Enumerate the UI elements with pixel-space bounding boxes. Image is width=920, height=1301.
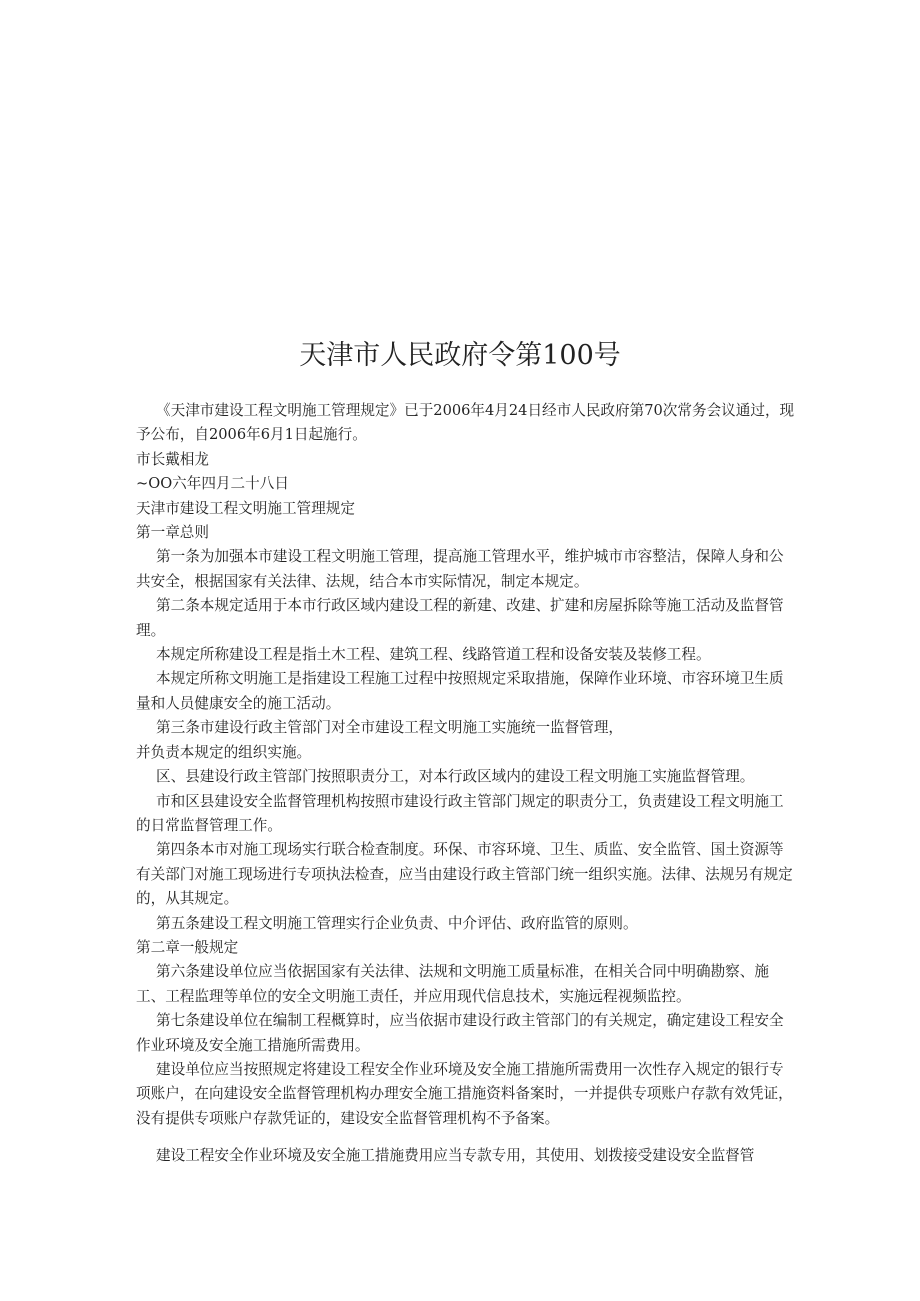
mayor-signature-line: 市长戴相龙 bbox=[136, 450, 209, 468]
chapter-heading-2: 第二章一般规定 bbox=[136, 938, 239, 956]
article-3-district: 区、县建设行政主管部门按照职责分工，对本行政区域内的建设工程文明施工实施监督管理。 bbox=[156, 768, 755, 786]
article-2: 第二条本规定适用于本市行政区域内建设工程的新建、改建、扩建和房屋拆除等施工活动及监督管理。 bbox=[136, 597, 784, 639]
regulation-title: 天津市建设工程文明施工管理规定 bbox=[136, 499, 355, 517]
article-5: 第五条建设工程文明施工管理实行企业负责、中介评估、政府监管的原则。 bbox=[156, 914, 638, 932]
date-line: ~OO六年四月二十八日 bbox=[136, 475, 289, 493]
article-3-continuation: 并负责本规定的组织实施。 bbox=[136, 743, 312, 761]
article-2-definition-civilized: 本规定所称文明施工是指建设工程施工过程中按照规定采取措施，保障作业环境、市容环境卫生质量和人员健康安全的施工活动。 bbox=[136, 670, 784, 712]
article-7: 第七条建设单位在编制工程概算时，应当依据市建设行政主管部门的有关规定，确定建设工程安全作业环境及安全施工措施所需费用。 bbox=[136, 1012, 784, 1054]
article-1: 第一条为加强本市建设工程文明施工管理，提高施工管理水平，维护城市市容整洁，保障人身和公共安全，根据国家有关法律、法规，结合本市实际情况，制定本规定。 bbox=[136, 548, 784, 590]
article-2-definition-construction: 本规定所称建设工程是指土木工程、建筑工程、线路管道工程和设备安装及装修工程。 bbox=[156, 646, 711, 664]
article-7-account: 建设单位应当按照规定将建设工程安全作业环境及安全施工措施所需费用一次性存入规定的银行专项账户，在向建设安全监督管理机构办理安全施工措施资料备案时，一并提供专项账户存款有效凭证，没有提供专项账户存款凭证的，建设安全监督管理机构不予备案。 bbox=[136, 1060, 793, 1127]
document-body bbox=[136, 399, 796, 1169]
document-title: 天津市人民政府令第100号 bbox=[299, 340, 621, 371]
article-3-supervision: 市和区县建设安全监督管理机构按照市建设行政主管部门规定的职责分工，负责建设工程文明施工的日常监督管理工作。 bbox=[136, 792, 784, 834]
article-6: 第六条建设单位应当依据国家有关法律、法规和文明施工质量标准，在相关合同中明确勘察、施工、工程监理等单位的安全文明施工责任，并应用现代信息技术，实施远程视频监控。 bbox=[136, 963, 769, 1005]
article-7-usage: 建设工程安全作业环境及安全施工措施费用应当专款专用，其使用、划拨接受建设安全监督管 bbox=[156, 1147, 755, 1165]
promulgation-paragraph: 《天津市建设工程文明施工管理规定》已于2006年4月24日经市人民政府第70次常务会议通过，现予公布，自2006年6月1日起施行。 bbox=[136, 402, 795, 444]
chapter-heading-1: 第一章总则 bbox=[136, 524, 209, 542]
article-4: 第四条本市对施工现场实行联合检查制度。环保、市容环境、卫生、质监、安全监管、国土资源等有关部门对施工现场进行专项执法检查，应当由建设行政主管部门统一组织实施。法律、法规另有规定的，从其规定。 bbox=[136, 841, 793, 908]
article-3: 第三条市建设行政主管部门对全市建设工程文明施工实施统一监督管理， bbox=[156, 719, 624, 737]
